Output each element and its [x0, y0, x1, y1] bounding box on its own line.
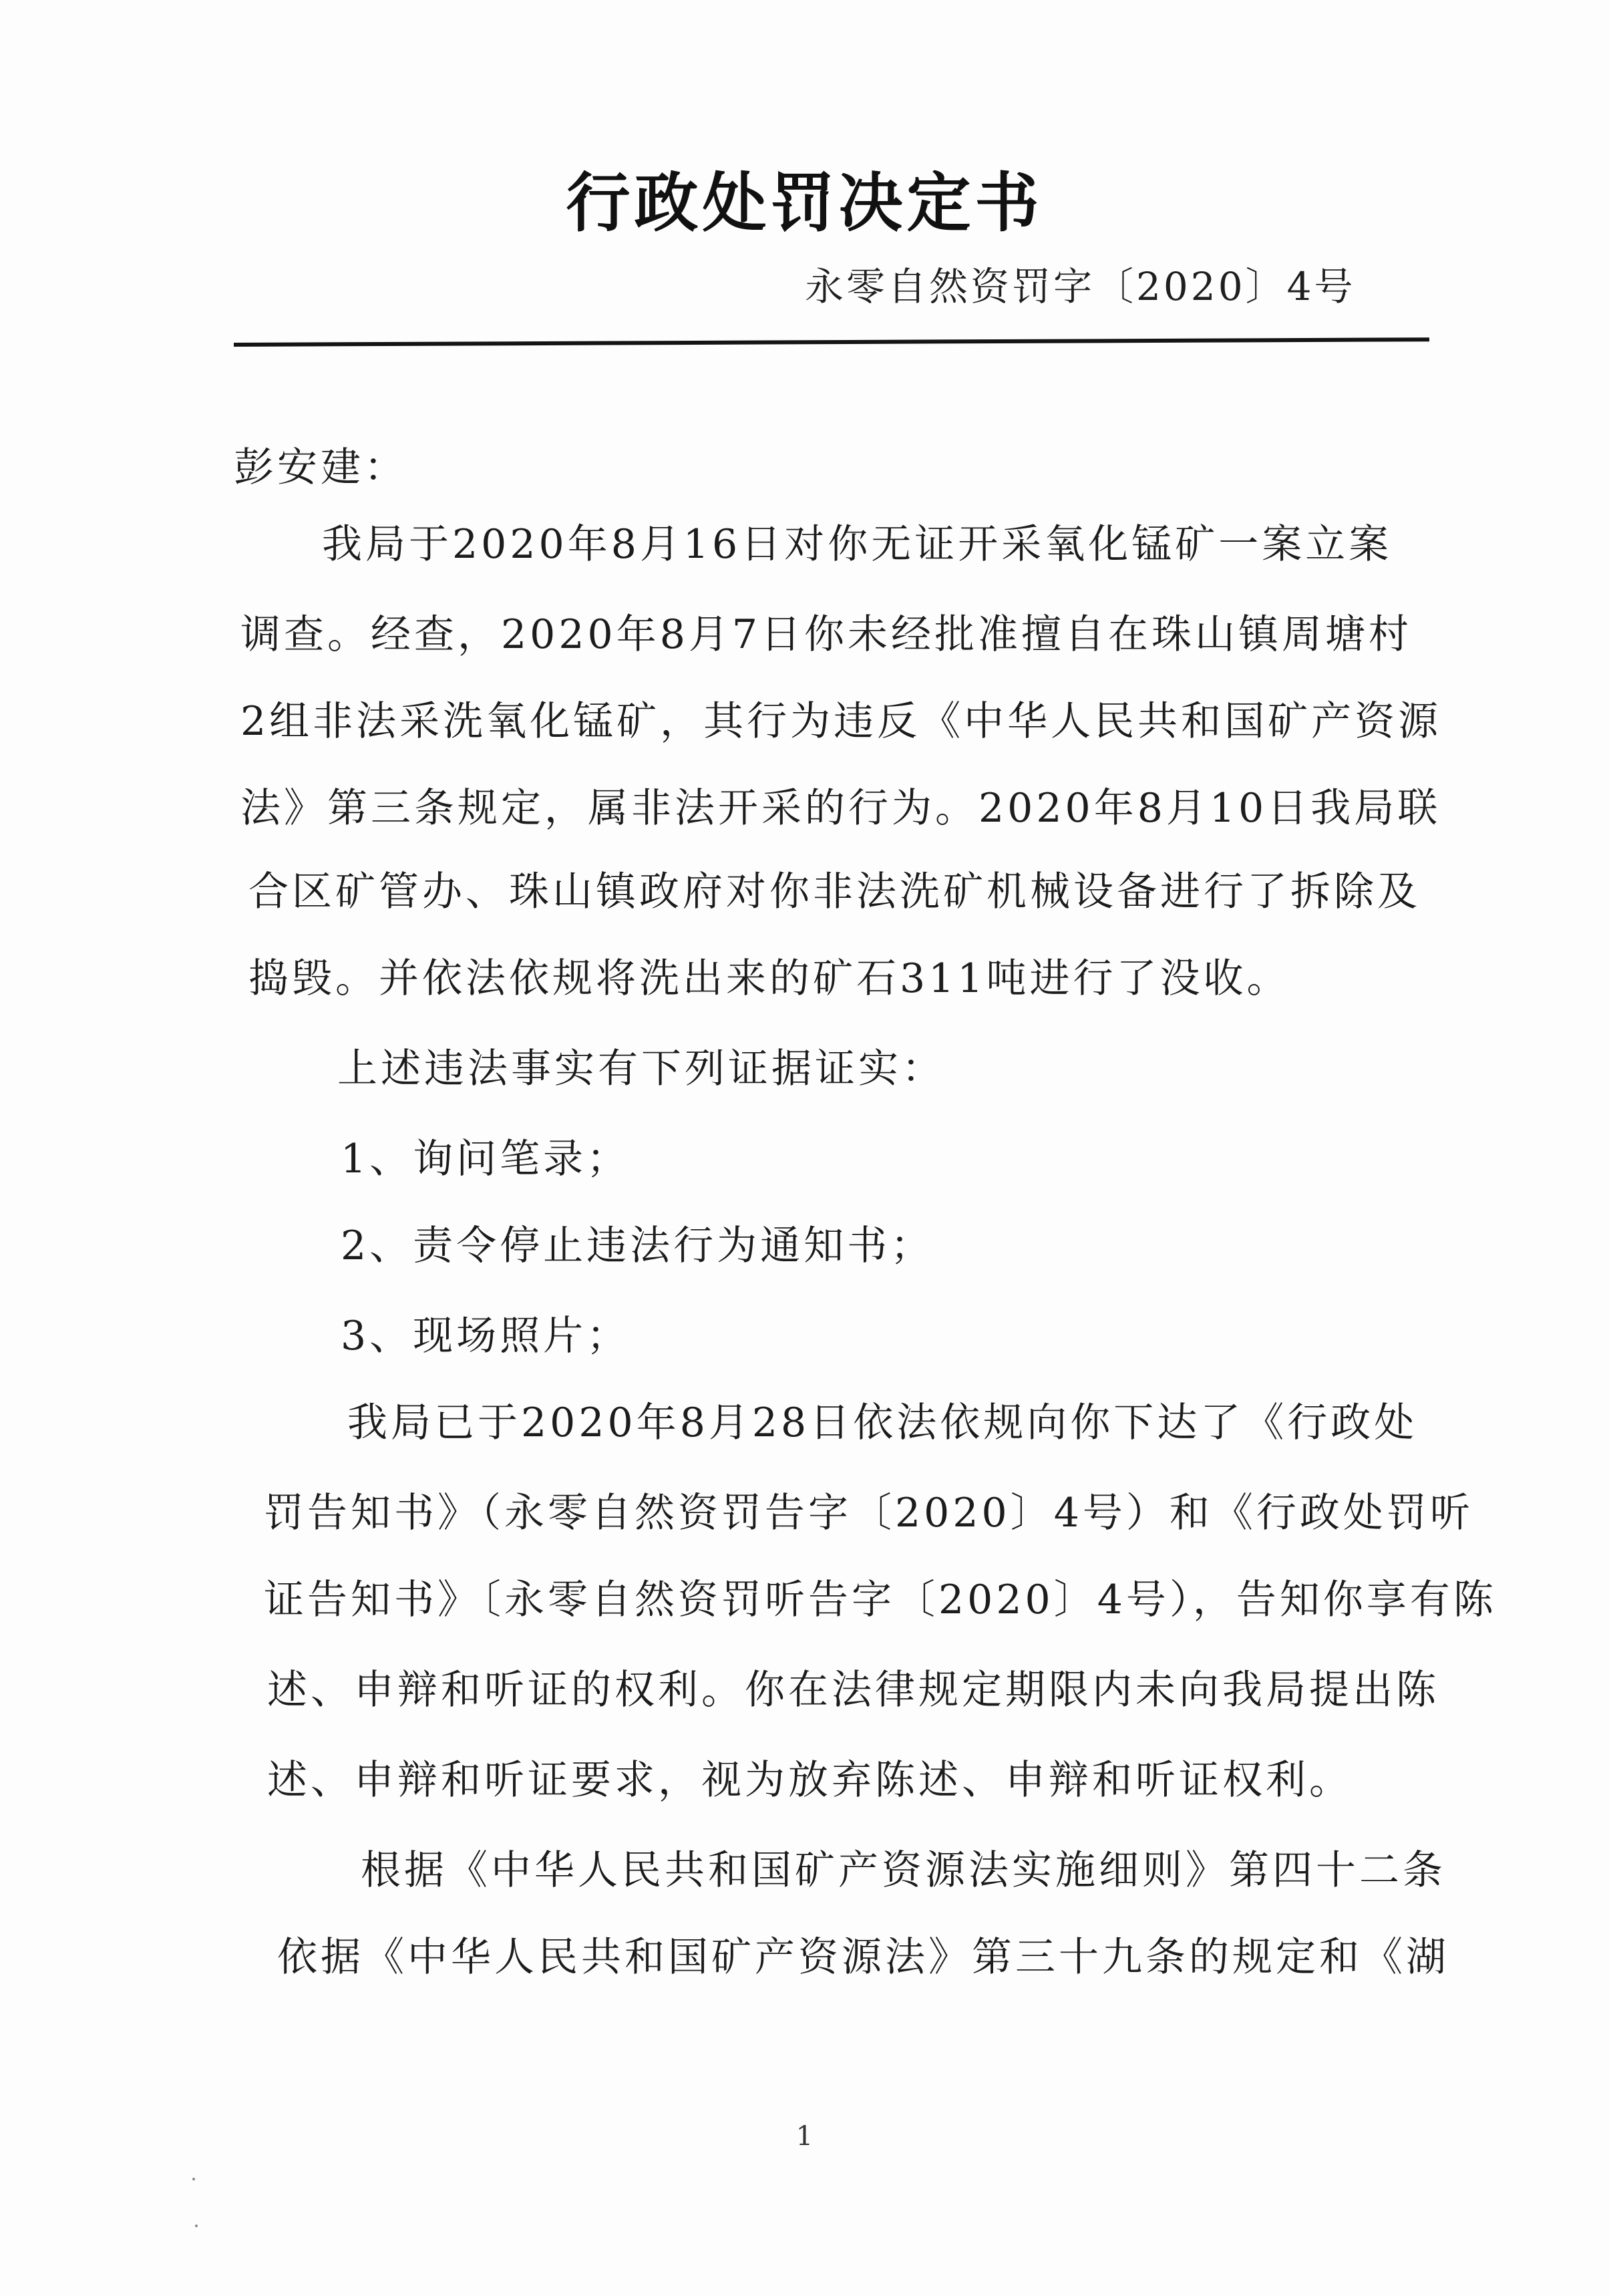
- recipient-line: 彭安建：: [234, 444, 407, 491]
- page-number: 1: [795, 2121, 814, 2152]
- body-line: 2组非法采洗氧化锰矿，其行为违反《中华人民共和国矿产资源: [240, 698, 1442, 745]
- scan-speck: [192, 2178, 195, 2180]
- body-line: 依据《中华人民共和国矿产资源法》第三十九条的规定和《湖: [277, 1934, 1449, 1981]
- body-line: 合区矿管办、珠山镇政府对你非法洗矿机械设备进行了拆除及: [248, 868, 1421, 915]
- document-number: 永零自然资罚字〔2020〕4号: [805, 264, 1356, 309]
- body-line: 法》第三条规定，属非法开采的行为。2020年8月10日我局联: [240, 785, 1441, 832]
- header-divider: [234, 337, 1429, 347]
- evidence-item: 3、现场照片；: [341, 1313, 631, 1359]
- body-line: 罚告知书》（永零自然资罚告字〔2020〕4号）和《行政处罚听: [264, 1490, 1473, 1536]
- body-line: 我局已于2020年8月28日依法依规向你下达了《行政处: [347, 1400, 1418, 1446]
- evidence-item: 1、询问笔录；: [341, 1136, 631, 1182]
- evidence-heading: 上述违法事实有下列证据证实：: [337, 1045, 945, 1092]
- document-title: 行政处罚决定书: [566, 166, 1043, 240]
- body-line: 述、申辩和听证要求，视为放弃陈述、申辩和听证权利。: [267, 1757, 1353, 1804]
- body-line: 证告知书》〔永零自然资罚听告字〔2020〕4号），告知你享有陈: [264, 1577, 1497, 1623]
- body-line: 述、申辩和听证的权利。你在法律规定期限内未向我局提出陈: [267, 1667, 1439, 1713]
- body-line: 根据《中华人民共和国矿产资源法实施细则》第四十二条: [361, 1847, 1446, 1894]
- evidence-item: 2、责令停止违法行为通知书；: [341, 1222, 934, 1269]
- scan-speck: [195, 2225, 198, 2227]
- body-line: 捣毁。并依法依规将洗出来的矿石311吨进行了没收。: [248, 955, 1290, 1002]
- body-line: 我局于2020年8月16日对你无证开采氧化锰矿一案立案: [322, 521, 1393, 568]
- body-line: 调查。经查，2020年8月7日你未经批准擅自在珠山镇周塘村: [240, 611, 1413, 658]
